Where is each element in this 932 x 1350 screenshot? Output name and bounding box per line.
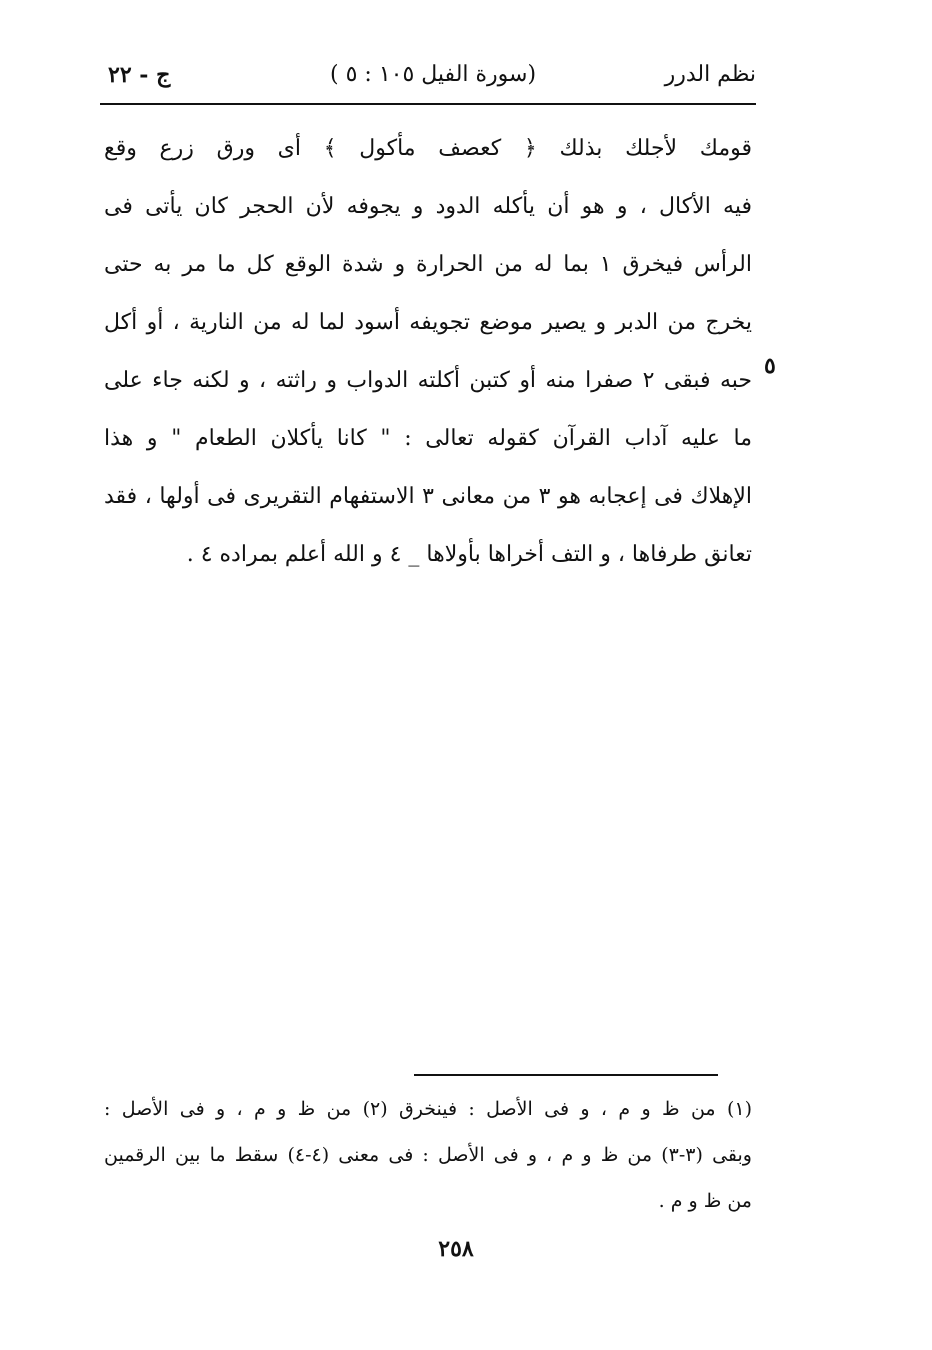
text-line: الإهلاك فى إعجابه هو ٣ من معانى ٣ الاستفهام التقريرى فى أولها ، فقد <box>104 484 752 509</box>
main-text-body <box>104 120 752 584</box>
text-line: فيه الأكال ، و هو أن يأكله الدود و يجوفه لأن الحجر كان يأتى فى <box>104 194 752 219</box>
surah-reference: (سورة الفيل ١٠٥ : ٥ ) <box>330 62 537 87</box>
footnote-line: من ظ و م . <box>658 1190 752 1212</box>
text-line: ما عليه آداب القرآن كقوله تعالى : " كانا يأكلان الطعام " و هذا <box>104 426 752 451</box>
text-line: الرأس فيخرق ١ بما له من الحرارة و شدة الوقع كل ما مر به حتى <box>104 252 752 277</box>
line-number-marker: ٥ <box>764 353 776 379</box>
text-line: قومك لأجلك بذلك ﴿ كعصف مأكول ﴾ أى ورق زرع وقع <box>104 136 752 161</box>
page-number: ٢٥٨ <box>438 1236 474 1262</box>
book-title: نظم الدرر <box>664 62 756 87</box>
volume-page-label: ج - ٢٢ <box>108 62 171 88</box>
footnote-line: وبقى (٣-٣) من ظ و م ، و فى الأصل : فى معنى (٤-٤) سقط ما بين الرقمين <box>104 1144 752 1166</box>
footnote-line: (١) من ظ و م ، و فى الأصل : فينخرق (٢) من ظ و م ، و فى الأصل : <box>104 1098 752 1120</box>
footnotes <box>104 1086 752 1224</box>
header-rule <box>100 103 756 105</box>
footnote-rule <box>414 1074 718 1076</box>
text-line: حبه فبقى ٢ صفرا منه أو كتبن أكلته الدواب و راثته ، و لكنه جاء على <box>104 368 752 393</box>
page-header <box>100 60 756 96</box>
text-line: تعانق طرفاها ، و التف أخراها بأولاها _ ٤ و الله أعلم بمراده ٤ . <box>186 542 752 567</box>
text-line: يخرج من الدبر و يصير موضع تجويفه أسود لما له من النارية ، أو أكل <box>104 310 752 335</box>
